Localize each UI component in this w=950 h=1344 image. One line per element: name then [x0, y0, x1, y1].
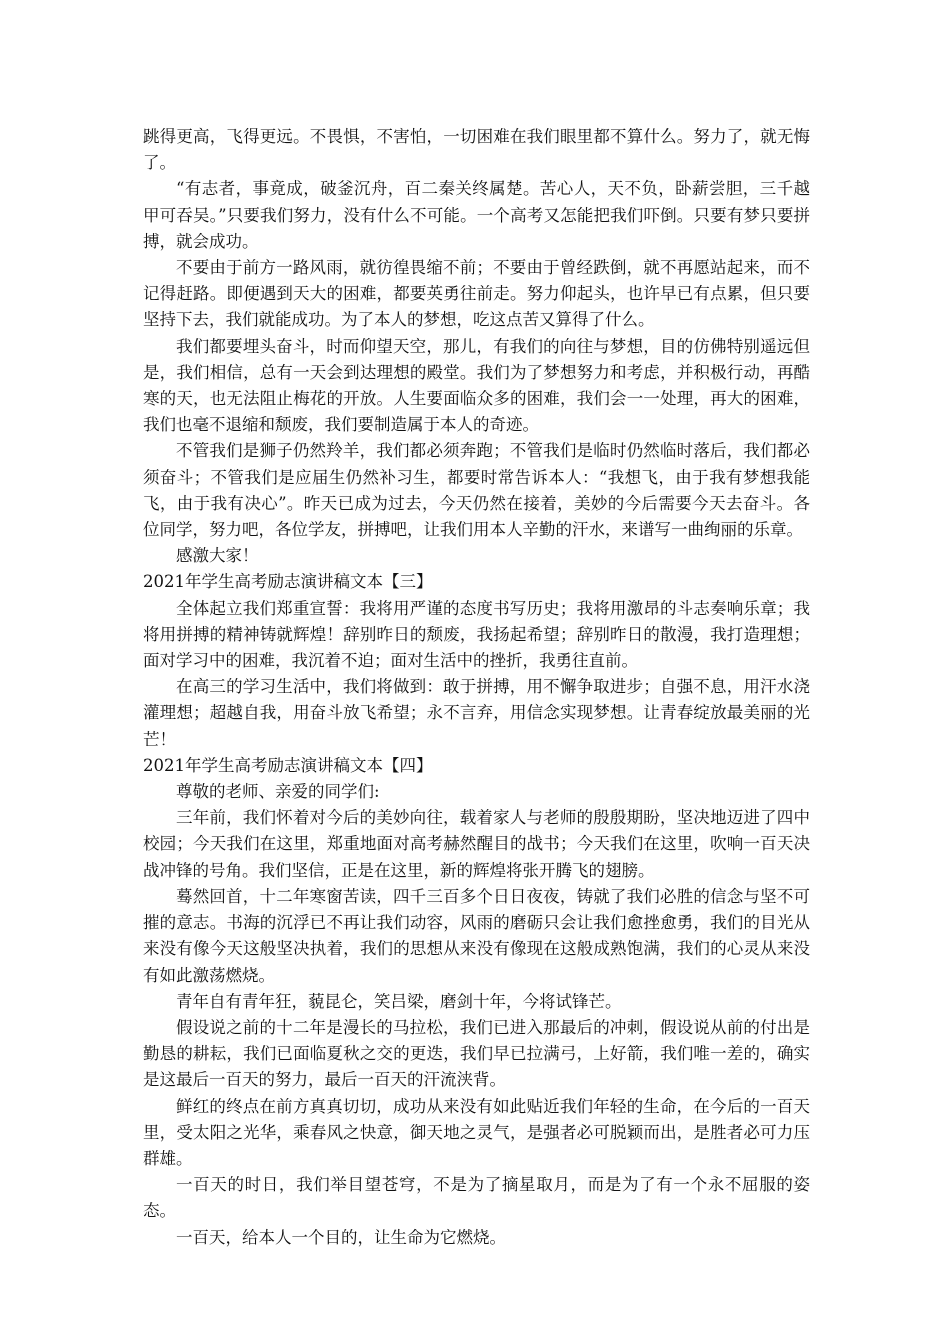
paragraph: 一百天，给本人一个目的，让生命为它燃烧。	[176, 1227, 506, 1247]
section-heading: 2021年学生高考励志演讲稿文本【四】	[143, 755, 433, 775]
section-heading: 2021年学生高考励志演讲稿文本【三】	[143, 572, 433, 592]
document-body	[143, 124, 810, 1251]
paragraph: 三年前，我们怀着对今后的美妙向往，载着家人与老师的殷殷期盼，坚决地迈进了四中校园；今天我们在这里，郑重地面对高考赫然醒目的战书；今天我们在这里，吹响一百天决战冲锋的号角。我们坚信，正是在这里，新的辉煌将张开腾飞的翅膀。	[143, 808, 810, 880]
paragraph: 一百天的时日，我们举目望苍穹，不是为了摘星取月，而是为了有一个永不屈服的姿态。	[143, 1175, 810, 1221]
paragraph: “有志者，事竟成，破釜沉舟，百二秦关终属楚。苦心人，天不负，卧薪尝胆，三千越甲可吞吴。”只要我们努力，没有什么不可能。一个高考又怎能把我们吓倒。只要有梦只要拼搏，就会成功。	[143, 179, 810, 251]
paragraph: 蓦然回首，十二年寒窗苦读，四千三百多个日日夜夜，铸就了我们必胜的信念与坚不可摧的意志。书海的沉浮已不再让我们动容，风雨的磨砺只会让我们愈挫愈勇，我们的目光从来没有像今天这般坚决执着，我们的思想从来没有像现在这般成熟饱满，我们的心灵从来没有如此激荡燃烧。	[143, 886, 810, 985]
paragraph: 不管我们是狮子仍然羚羊，我们都必须奔跑；不管我们是临时仍然临时落后，我们都必须奋斗；不管我们是应届生仍然补习生，都要时常告诉本人：“我想飞，由于我有梦想我能飞，由于我有决心”。昨天已成为过去，今天仍然在接着，美妙的今后需要今天去奋斗。各位同学，努力吧，各位学友，拼搏吧，让我们用本人辛勤的汗水，来谱写一曲绚丽的乐章。	[143, 441, 810, 540]
paragraph: 跳得更高，飞得更远。不畏惧，不害怕，一切困难在我们眼里都不算什么。努力了，就无悔了。	[143, 127, 810, 173]
paragraph: 鲜红的终点在前方真真切切，成功从来没有如此贴近我们年轻的生命，在今后的一百天里，受太阳之光华，乘春风之快意，御天地之灵气，是强者必可脱颖而出，是胜者必可力压群雄。	[143, 1096, 810, 1168]
paragraph: 在高三的学习生活中，我们将做到：敢于拼搏，用不懈争取进步；自强不息，用汗水浇灌理想；超越自我，用奋斗放飞希望；永不言弃，用信念实现梦想。让青春绽放最美丽的光芒！	[143, 677, 810, 749]
paragraph: 假设说之前的十二年是漫长的马拉松，我们已进入那最后的冲刺，假设说从前的付出是勤恳的耕耘，我们已面临夏秋之交的更迭，我们早已拉满弓，上好箭，我们唯一差的，确实是这最后一百天的努力，最后一百天的汗流浃背。	[143, 1017, 810, 1090]
salutation: 尊敬的老师、亲爱的同学们:	[176, 782, 380, 802]
paragraph: 我们都要埋头奋斗，时而仰望天空，那儿，有我们的向往与梦想，目的仿佛特别遥远但是，我们相信，总有一天会到达理想的殿堂。我们为了梦想努力和考虑，并积极行动，再酷寒的天，也无法阻止梅花的开放。人生要面临众多的困难，我们会一一处理，再大的困难，我们也毫不退缩和颓废，我们要制造属于本人的奇迹。	[143, 336, 810, 435]
paragraph: 感激大家！	[176, 546, 259, 566]
paragraph: 全体起立我们郑重宣誓：我将用严谨的态度书写历史；我将用激昂的斗志奏响乐章；我将用拼搏的精神铸就辉煌！辞别昨日的颓废，我扬起希望；辞别昨日的散漫，我打造理想；面对学习中的困难，我沉着不迫；面对生活中的挫折，我勇往直前。	[143, 598, 810, 671]
paragraph: 青年自有青年狂，藐昆仑，笑吕梁，磨剑十年，今将试锋芒。	[176, 991, 622, 1011]
paragraph: 不要由于前方一路风雨，就彷徨畏缩不前；不要由于曾经跌倒，就不再愿站起来，而不记得赶路。即便遇到天大的困难，都要英勇往前走。努力仰起头，也许早已有点累，但只要坚持下去，我们就能成功。为了本人的梦想，吃这点苦又算得了什么。	[143, 258, 810, 330]
